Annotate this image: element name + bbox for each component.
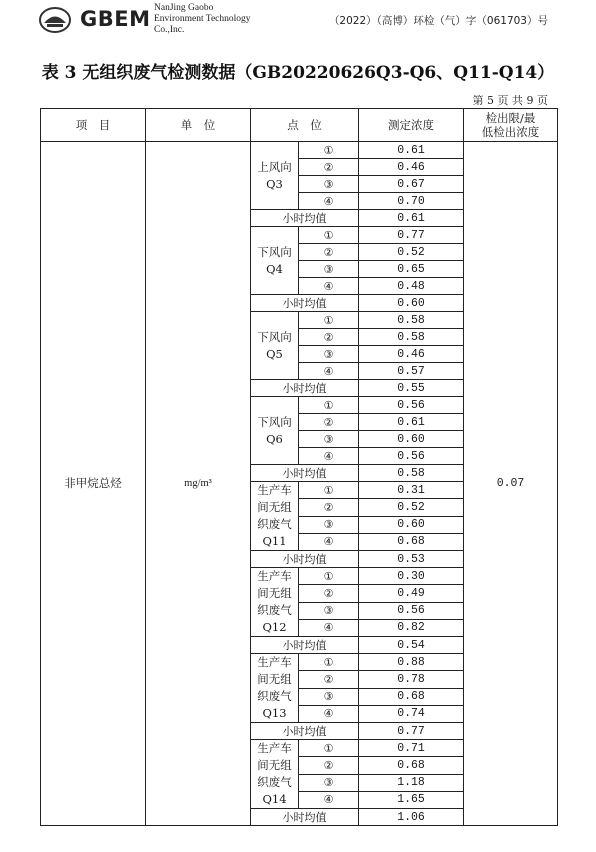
concentration-value: 0.61 [359,142,464,159]
concentration-value: 0.56 [359,448,464,465]
point-label-line: 间无组 [257,500,292,514]
hourly-average-label: 小时均值 [251,723,359,740]
point-label-line: 间无组 [257,586,292,600]
sample-number: ② [299,159,359,176]
sample-number: ③ [299,688,359,705]
point-label-line: Q6 [266,431,283,446]
concentration-value: 0.68 [359,757,464,774]
point-label-line: Q14 [262,792,287,806]
sample-number: ③ [299,176,359,193]
table-row [41,142,558,159]
sample-number: ① [299,740,359,757]
concentration-value: 0.53 [359,551,464,568]
point-label [251,654,299,723]
header-item: 项 目 [41,109,146,142]
table-title: 表 3 无组织废气检测数据（GB20220626Q3-Q6、Q11-Q14） [41,63,555,83]
concentration-value: 0.82 [359,619,464,636]
sample-number: ② [299,499,359,516]
sample-number: ④ [299,619,359,636]
sample-number: ④ [299,278,359,295]
point-label-line: 间无组 [257,672,292,686]
concentration-value: 0.74 [359,705,464,722]
sample-number: ① [299,397,359,414]
sample-number: ② [299,757,359,774]
point-label-line: Q11 [262,534,287,548]
point-label-line: Q5 [266,346,283,361]
point-label-line: 织废气 [257,775,292,789]
logo-text: GBEM [80,7,151,31]
page-number: 第 5 页 共 9 页 [472,94,548,107]
concentration-value: 0.52 [359,499,464,516]
concentration-value: 0.70 [359,193,464,210]
header-limit-line: 低检出浓度 [481,125,540,139]
document-number: （2022）（高博）环检（气）字（061703）号 [328,15,548,27]
hourly-average-label: 小时均值 [251,551,359,568]
point-label-line: Q4 [266,261,283,276]
company-line: Environment Technology [154,14,251,24]
hourly-average-label: 小时均值 [251,210,359,227]
report-header [0,0,596,44]
concentration-value: 0.78 [359,671,464,688]
header-concentration: 测定浓度 [359,109,464,142]
point-label [251,227,299,295]
point-label [251,568,299,637]
point-label [251,142,299,210]
concentration-value: 0.46 [359,159,464,176]
sample-number: ② [299,329,359,346]
point-label [251,312,299,380]
concentration-value: 0.88 [359,654,464,671]
concentration-value: 0.58 [359,465,464,482]
point-label-line: 生产车 [257,483,292,497]
concentration-value: 0.55 [359,380,464,397]
table-body [41,142,558,826]
concentration-value: 0.48 [359,278,464,295]
concentration-value: 0.49 [359,585,464,602]
sample-number: ① [299,654,359,671]
point-label [251,482,299,551]
concentration-value: 0.61 [359,414,464,431]
sample-number: ④ [299,791,359,808]
company-line: NanJing Gaobo [154,3,214,13]
table-header-row [41,109,558,142]
item-name: 非甲烷总烃 [41,142,146,826]
point-label-line: 织废气 [257,689,292,703]
concentration-value: 0.61 [359,210,464,227]
concentration-value: 0.68 [359,688,464,705]
detection-limit: 0.07 [464,142,558,826]
concentration-value: 0.56 [359,602,464,619]
sample-number: ② [299,671,359,688]
point-label-line: 生产车 [257,655,292,669]
unit-cell: mg/m³ [146,142,251,826]
hourly-average-label: 小时均值 [251,809,359,826]
company-logo-icon [38,6,72,34]
sample-number: ④ [299,448,359,465]
sample-number: ② [299,414,359,431]
concentration-value: 0.60 [359,431,464,448]
concentration-value: 0.77 [359,227,464,244]
sample-number: ① [299,312,359,329]
concentration-value: 0.58 [359,329,464,346]
hourly-average-label: 小时均值 [251,637,359,654]
sample-number: ③ [299,261,359,278]
concentration-value: 0.60 [359,516,464,533]
point-label-line: 生产车 [257,741,292,755]
company-name [154,3,251,36]
point-label-line: 生产车 [257,569,292,583]
point-label-line: 下风向 [257,414,292,429]
point-label [251,740,299,809]
company-line: Co.,Inc. [154,25,185,35]
concentration-value: 0.30 [359,568,464,585]
point-label-line: Q12 [262,620,287,634]
results-table [40,108,558,826]
concentration-value: 0.46 [359,346,464,363]
header-limit [464,109,558,142]
sample-number: ② [299,244,359,261]
sample-number: ① [299,568,359,585]
point-label-line: 织废气 [257,603,292,617]
concentration-value: 0.58 [359,312,464,329]
concentration-value: 0.77 [359,723,464,740]
hourly-average-label: 小时均值 [251,380,359,397]
concentration-value: 0.68 [359,533,464,550]
point-label [251,397,299,465]
point-label-line: Q3 [266,176,283,191]
sample-number: ④ [299,363,359,380]
point-label-line: 间无组 [257,758,292,772]
concentration-value: 0.65 [359,261,464,278]
sample-number: ③ [299,516,359,533]
sample-number: ② [299,585,359,602]
sample-number: ④ [299,533,359,550]
sample-number: ③ [299,602,359,619]
point-label-line: 织废气 [257,517,292,531]
sample-number: ① [299,482,359,499]
sample-number: ① [299,227,359,244]
sample-number: ③ [299,774,359,791]
concentration-value: 1.06 [359,809,464,826]
concentration-value: 0.57 [359,363,464,380]
point-label-line: Q13 [262,706,287,720]
concentration-value: 0.56 [359,397,464,414]
concentration-value: 0.52 [359,244,464,261]
concentration-value: 1.65 [359,791,464,808]
concentration-value: 0.54 [359,637,464,654]
header-unit: 单 位 [146,109,251,142]
header-limit-line: 检出限/最 [485,111,536,125]
sample-number: ③ [299,431,359,448]
sample-number: ③ [299,346,359,363]
sample-number: ④ [299,193,359,210]
sample-number: ④ [299,705,359,722]
concentration-value: 0.71 [359,740,464,757]
concentration-value: 0.31 [359,482,464,499]
concentration-value: 0.60 [359,295,464,312]
point-label-line: 下风向 [257,329,292,344]
point-label-line: 下风向 [257,244,292,259]
concentration-value: 0.67 [359,176,464,193]
sample-number: ① [299,142,359,159]
point-label-line: 上风向 [257,159,292,174]
hourly-average-label: 小时均值 [251,465,359,482]
concentration-value: 1.18 [359,774,464,791]
hourly-average-label: 小时均值 [251,295,359,312]
header-point: 点 位 [251,109,359,142]
